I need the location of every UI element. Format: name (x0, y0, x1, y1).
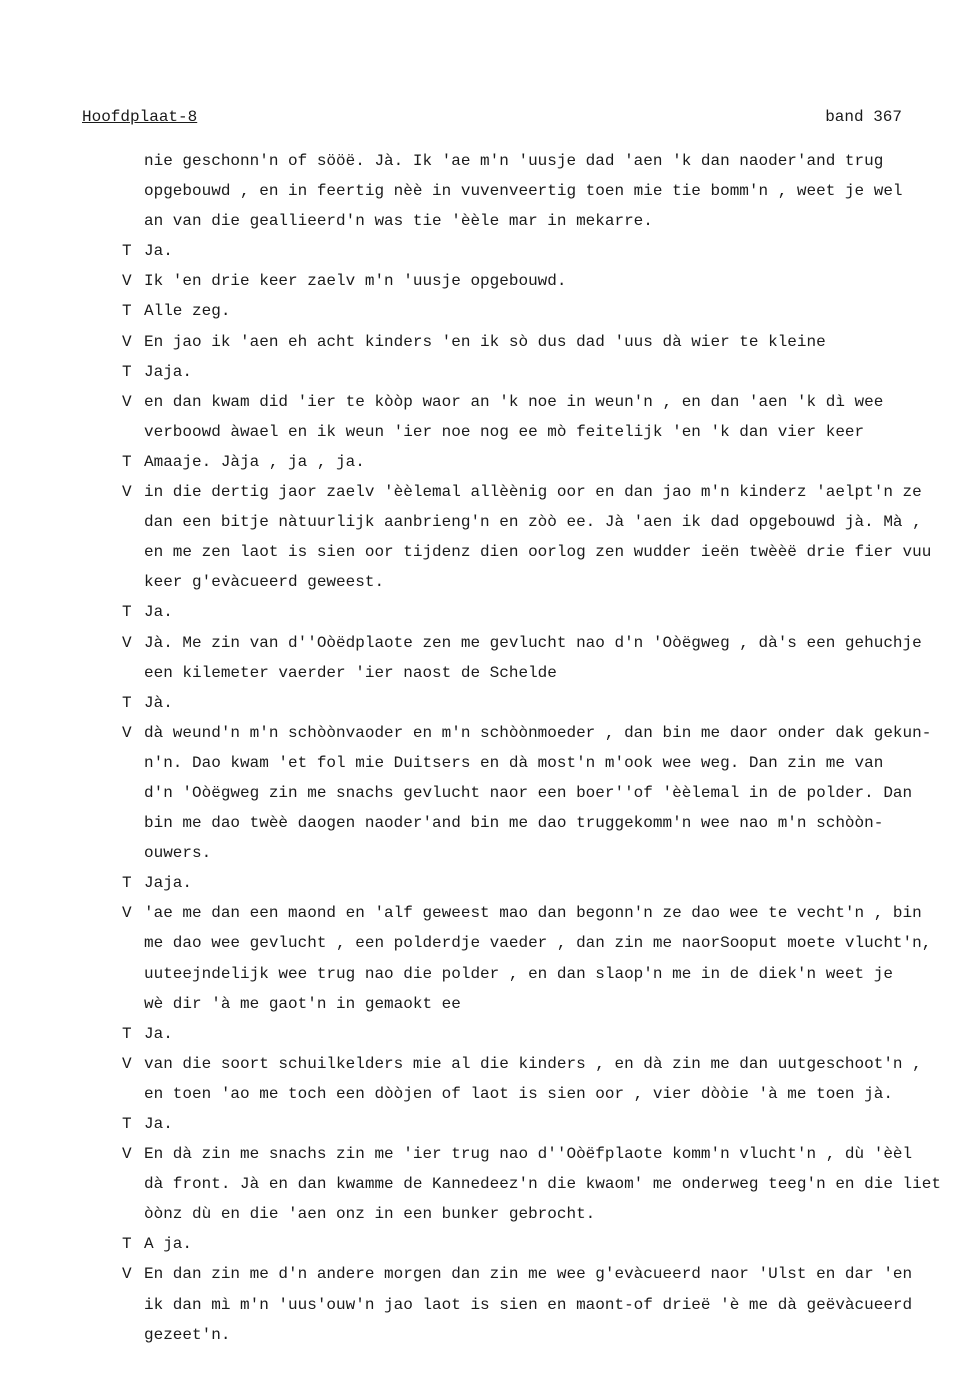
transcript-line (122, 1290, 967, 1320)
transcript-line (122, 1079, 967, 1109)
speaker-label: V (122, 272, 132, 291)
transcript-line (122, 477, 967, 507)
line-text: Jà. (144, 693, 173, 712)
speaker-label: T (122, 693, 132, 712)
transcript-line (122, 778, 967, 808)
page-header (82, 108, 902, 132)
line-text: ik dan mì m'n 'uus'ouw'n jao laot is sien en maont-of drieë 'è me dà geëvàcueerd (144, 1295, 913, 1314)
transcript-line (122, 1259, 967, 1289)
speaker-label: V (122, 1145, 132, 1164)
line-text: gezeet'n. (144, 1325, 231, 1344)
transcript-line (122, 296, 967, 326)
transcript-line (122, 206, 967, 236)
transcript-line (122, 236, 967, 266)
transcript-line (122, 597, 967, 627)
line-text: van die soort schuilkelders mie al die kinders , en dà zin me dan uutgeschoot'n , (144, 1054, 922, 1073)
transcript-line (122, 628, 967, 658)
line-text: en dan kwam did 'ier te kòòp waor an 'k noe in weun'n , en dan 'aen 'k dì wee (144, 392, 884, 411)
transcript-line (122, 146, 967, 176)
line-text: n'n. Dao kwam 'et fol mie Duitsers en dà most'n m'ook wee weg. Dan zin me van (144, 753, 884, 772)
transcript-line (122, 808, 967, 838)
line-text: bin me dao twèè daogen naoder'and bin me dao truggekomm'n wee nao m'n schòòn- (144, 814, 884, 833)
line-text: Ja. (144, 242, 173, 261)
transcript-line (122, 898, 967, 928)
speaker-label: T (122, 874, 132, 893)
line-text: in die dertig jaor zaelv 'èèlemal allèènig oor en dan jao m'n kinderz 'aelpt'n ze (144, 483, 922, 502)
speaker-label: V (122, 723, 132, 742)
speaker-label: T (122, 1115, 132, 1133)
line-text: me dao wee gevlucht , een polderdje vaeder , dan zin me naorSooput moete vlucht'n, (144, 934, 932, 953)
line-text: òònz dù en die 'aen onz in een bunker gebrocht. (144, 1205, 596, 1224)
line-text: keer g'evàcueerd geweest. (144, 573, 385, 592)
transcript-line (122, 959, 967, 989)
line-text: Alle zeg. (144, 302, 231, 321)
transcript-line (122, 1019, 967, 1049)
line-text: an van die geallieerd'n was tie 'èèle mar in mekarre. (144, 212, 653, 231)
transcript-line (122, 417, 967, 447)
speaker-label: V (122, 332, 132, 351)
tape-number: band 367 (825, 108, 902, 126)
line-text: dà weund'n m'n schòònvaoder en m'n schòònmoeder , dan bin me daor onder dak gekun- (144, 723, 932, 742)
line-text: en toen 'ao me toch een dòòjen of laot is sien oor , vier dòòie 'à me toen jà. (144, 1084, 893, 1103)
transcript-line (122, 1109, 967, 1139)
speaker-label: T (122, 302, 132, 321)
transcript-line (122, 266, 967, 296)
line-text: Ik 'en drie keer zaelv m'n 'uusje opgebouwd. (144, 272, 567, 291)
line-text: wè dir 'à me gaot'n in gemaokt ee (144, 994, 461, 1013)
line-text: Jà. Me zin van d''Oòëdplaote zen me gevlucht nao d'n 'Oòëgweg , dà's een gehuchje (144, 633, 922, 652)
line-text: En dan zin me d'n andere morgen dan zin me wee g'evàcueerd naor 'Ulst en dar 'en (144, 1265, 913, 1284)
transcript-line (122, 1320, 967, 1350)
transcript-line (122, 1199, 967, 1229)
line-text: Jaja. (144, 362, 193, 381)
line-text: nie geschonn'n of sööë. Jà. Ik 'ae m'n 'uusje dad 'aen 'k dan naoder'and trug (144, 152, 884, 170)
speaker-label: T (122, 242, 132, 261)
transcript-line (122, 176, 967, 206)
transcript-line (122, 989, 967, 1019)
transcript-line (122, 688, 967, 718)
transcript-line (122, 507, 967, 537)
line-text: dà front. Jà en dan kwamme de Kannedeez'n die kwaom' me onderweg teeg'n en die liet (144, 1175, 941, 1194)
speaker-label: V (122, 392, 132, 411)
transcript-line (122, 387, 967, 417)
line-text: En dà zin me snachs zin me 'ier trug nao d''Oòëfplaote komm'n vlucht'n , dù 'èèl (144, 1145, 913, 1164)
transcript-line (122, 1169, 967, 1199)
line-text: Ja. (144, 603, 173, 622)
transcript-line (122, 718, 967, 748)
transcript-line (122, 537, 967, 567)
line-text: Amaaje. Jàja , ja , ja. (144, 452, 365, 471)
line-text: een kilemeter vaerder 'ier naost de Schelde (144, 663, 557, 682)
line-text: d'n 'Oòëgweg zin me snachs gevlucht naor een boer''of 'èèlemal in de polder. Dan (144, 783, 913, 802)
transcript-body (122, 146, 967, 1350)
speaker-label: T (122, 1024, 132, 1043)
speaker-label: T (122, 362, 132, 381)
speaker-label: V (122, 904, 132, 923)
transcript-line (122, 327, 967, 357)
transcript-line (122, 868, 967, 898)
transcript-line (122, 447, 967, 477)
speaker-label: T (122, 603, 132, 622)
speaker-label: V (122, 1054, 132, 1073)
line-text: Ja. (144, 1024, 173, 1043)
line-text: opgebouwd , en in feertig nèè in vuvenveertig toen mie tie bomm'n , weet je wel (144, 182, 903, 201)
line-text: A ja. (144, 1235, 193, 1254)
line-text: en me zen laot is sien oor tijdenz dien oorlog zen wudder ieën twèèë drie fier vuu (144, 543, 932, 562)
transcript-line (122, 928, 967, 958)
document-title: Hoofdplaat-8 (82, 108, 198, 126)
line-text: dan een bitje nàtuurlijk aanbrieng'n en zòò ee. Jà 'aen ik dad opgebouwd jà. Mà , (144, 513, 922, 532)
line-text: 'ae me dan een maond en 'alf geweest mao dan begonn'n ze dao wee te vecht'n , bin (144, 904, 922, 923)
speaker-label: V (122, 633, 132, 652)
transcript-line (122, 1049, 967, 1079)
line-text: Jaja. (144, 874, 193, 893)
transcript-line (122, 1229, 967, 1259)
transcript-line (122, 567, 967, 597)
speaker-label: T (122, 1235, 132, 1254)
line-text: En jao ik 'aen eh acht kinders 'en ik sò dus dad 'uus dà wier te kleine (144, 332, 826, 351)
transcript-line (122, 1139, 967, 1169)
line-text: uuteejndelijk wee trug nao die polder , en dan slaop'n me in de diek'n weet je (144, 964, 893, 983)
speaker-label: V (122, 1265, 132, 1284)
line-text: verboowd àwael en ik weun 'ier noe nog ee mò feitelijk 'en 'k dan vier keer (144, 422, 865, 441)
line-text: ouwers. (144, 844, 212, 863)
transcript-line (122, 748, 967, 778)
speaker-label: T (122, 452, 132, 471)
transcript-line (122, 357, 967, 387)
transcript-line (122, 838, 967, 868)
speaker-label: V (122, 483, 132, 502)
line-text: Ja. (144, 1115, 173, 1133)
transcript-line (122, 658, 967, 688)
